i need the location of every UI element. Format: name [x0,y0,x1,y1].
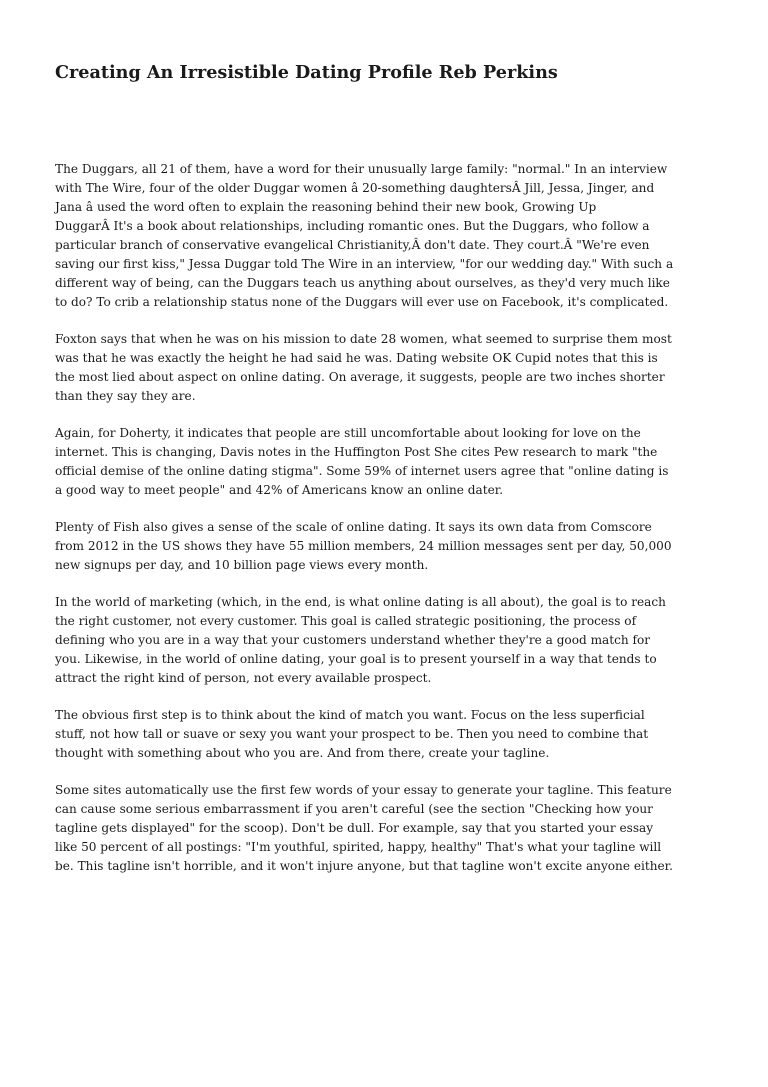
text-line: can cause some serious embarrassment if you aren't careful (see the section "Checking how your [55,802,653,816]
text-line: particular branch of conservative evangelical Christianity,Â don't date. They court.Â "We're even [55,238,650,252]
text-line: be. This tagline isn't horrible, and it won't injure anyone, but that tagline won't excite anyone either. [55,859,673,873]
text-line: internet. This is changing, Davis notes in the Huffington Post She cites Pew research to mark "the [55,445,658,459]
text-line: defining who you are in a way that your customers understand whether they're a good match for [55,633,651,647]
paragraph-2 [55,330,715,406]
paragraph-3 [55,424,715,500]
text-line: Foxton says that when he was on his mission to date 28 women, what seemed to surprise them most [55,332,672,346]
text-line: official demise of the online dating stigma". Some 59% of internet users agree that "online dating is [55,464,669,478]
text-line: stuff, not how tall or suave or sexy you want your prospect to be. Then you need to combine that [55,727,649,741]
paragraph-6 [55,706,715,763]
text-line: Jana â used the word often to explain the reasoning behind their new book, Growing Up [55,200,597,214]
text-line: different way of being, can the Duggars teach us anything about ourselves, as they'd very much like [55,276,670,290]
text-line: you. Likewise, in the world of online dating, your goal is to present yourself in a way that tends to [55,652,657,666]
document-body [55,160,715,894]
paragraph-5 [55,593,715,688]
text-line: a good way to meet people" and 42% of Americans know an online dater. [55,483,504,497]
paragraph-1 [55,160,715,312]
text-line: Again, for Doherty, it indicates that people are still uncomfortable about looking for love on the [55,426,641,440]
text-line: The obvious first step is to think about the kind of match you want. Focus on the less superficial [55,708,645,722]
text-line: new signups per day, and 10 billion page views every month. [55,558,429,572]
paragraph-7 [55,781,715,876]
text-line: Plenty of Fish also gives a sense of the scale of online dating. It says its own data from Comscore [55,520,652,534]
text-line: to do? To crib a relationship status none of the Duggars will ever use on Facebook, it's complicated. [55,295,669,309]
text-line: thought with something about who you are. And from there, create your tagline. [55,746,550,760]
text-line: Some sites automatically use the first few words of your essay to generate your tagline. This feature [55,783,672,797]
text-line: with The Wire, four of the older Duggar women â 20-something daughtersÂ Jill, Jessa, Jinger, and [55,181,655,195]
text-line: the most lied about aspect on online dating. On average, it suggests, people are two inches shorter [55,370,665,384]
text-line: In the world of marketing (which, in the end, is what online dating is all about), the goal is to reach [55,595,666,609]
text-line: like 50 percent of all postings: "I'm youthful, spirited, happy, healthy" That's what your tagline will [55,840,662,854]
text-line: attract the right kind of person, not every available prospect. [55,671,432,685]
paragraph-4 [55,518,715,575]
text-line: The Duggars, all 21 of them, have a word for their unusually large family: "normal." In an interview [55,162,668,176]
text-line: DuggarÂ It's a book about relationships, including romantic ones. But the Duggars, who follow a [55,219,650,233]
document-title: Creating An Irresistible Dating Profile Reb Perkins [55,62,558,83]
text-line: saving our first kiss," Jessa Duggar told The Wire in an interview, "for our wedding day." With such a [55,257,674,271]
text-line: tagline gets displayed" for the scoop). Don't be dull. For example, say that you started your essay [55,821,654,835]
text-line: was that he was exactly the height he had said he was. Dating website OK Cupid notes that this is [55,351,658,365]
text-line: the right customer, not every customer. This goal is called strategic positioning, the process of [55,614,637,628]
text-line: than they say they are. [55,389,196,403]
text-line: from 2012 in the US shows they have 55 million members, 24 million messages sent per day, 50,000 [55,539,672,553]
